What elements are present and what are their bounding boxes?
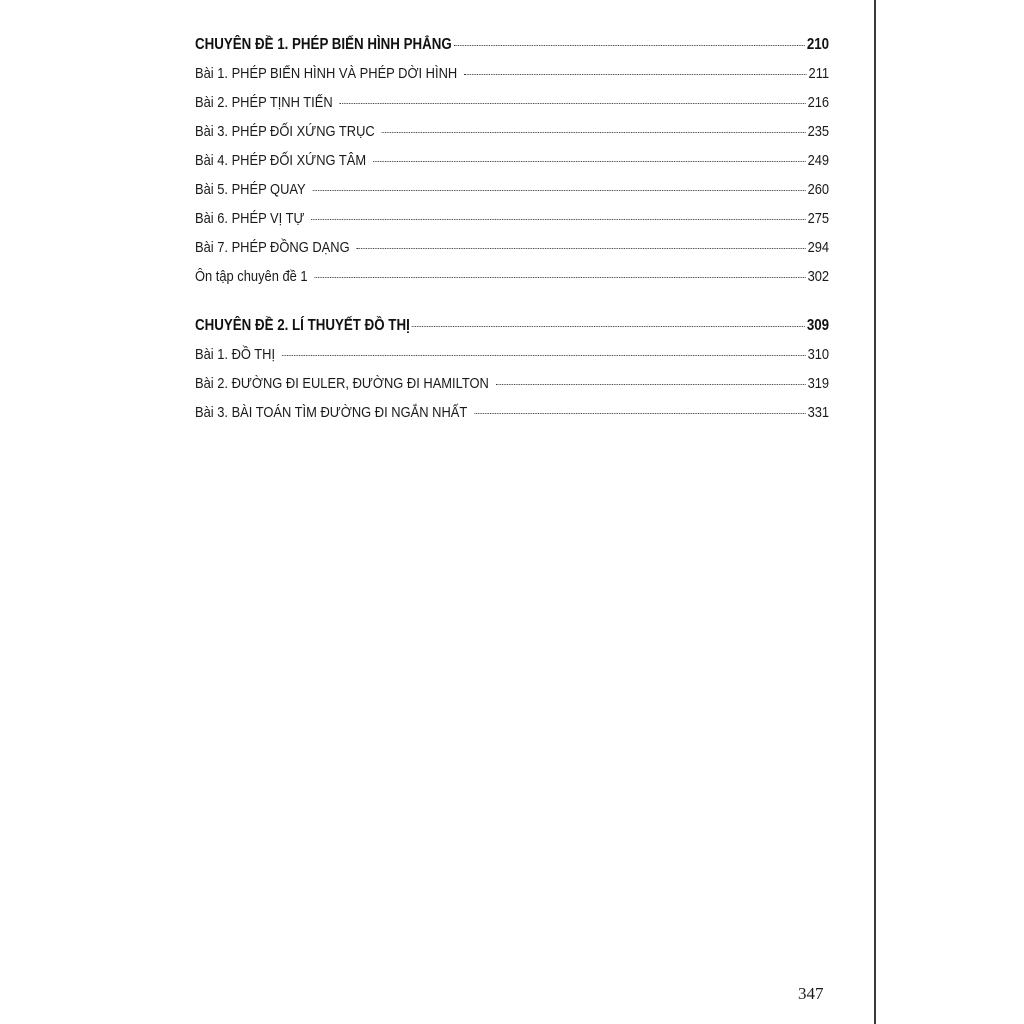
dot-leader <box>373 161 806 162</box>
dot-leader <box>453 45 805 46</box>
dot-leader <box>382 132 806 133</box>
toc-entry-page: 302 <box>807 268 830 285</box>
toc-entry-page: 235 <box>807 123 830 140</box>
dot-leader <box>356 248 805 249</box>
toc-heading-page: 210 <box>806 36 830 53</box>
toc-entry[interactable] <box>195 181 829 210</box>
toc-entry-page: 211 <box>808 65 830 82</box>
toc-entry[interactable] <box>195 210 829 239</box>
toc-entry-title: Bài 1. PHÉP BIẾN HÌNH VÀ PHÉP DỜI HÌNH <box>195 65 458 82</box>
dot-leader <box>464 74 807 75</box>
toc-entry[interactable] <box>195 123 829 152</box>
toc-entry-title: Bài 2. PHÉP TỊNH TIẾN <box>195 94 333 111</box>
toc-entry[interactable] <box>195 65 829 94</box>
toc-section-1 <box>195 36 829 297</box>
toc-entry-page: 319 <box>807 375 830 392</box>
dot-leader <box>311 219 805 220</box>
toc-entry[interactable] <box>195 375 829 404</box>
toc-entry-page: 216 <box>807 94 830 111</box>
toc-entry-page: 275 <box>807 210 830 227</box>
dot-leader <box>314 277 805 278</box>
toc-entry[interactable] <box>195 239 829 268</box>
toc-heading-title: CHUYÊN ĐỀ 2. LÍ THUYẾT ĐỒ THỊ <box>195 317 410 334</box>
toc-entry-page: 331 <box>807 404 830 421</box>
toc-entry-page: 260 <box>807 181 830 198</box>
page-edge-divider <box>874 0 876 1024</box>
toc-entry[interactable] <box>195 404 829 433</box>
toc-heading[interactable] <box>195 317 829 346</box>
toc-heading[interactable] <box>195 36 829 65</box>
toc-entry-title: Ôn tập chuyên đề 1 <box>195 268 308 285</box>
toc-entry-page: 310 <box>807 346 830 363</box>
toc-entry-page: 249 <box>807 152 830 169</box>
toc-entry-title: Bài 3. PHÉP ĐỐI XỨNG TRỤC <box>195 123 375 140</box>
dot-leader <box>340 103 806 104</box>
dot-leader <box>282 355 806 356</box>
toc-entry[interactable] <box>195 346 829 375</box>
toc-entry[interactable] <box>195 152 829 181</box>
toc-heading-title: CHUYÊN ĐỀ 1. PHÉP BIẾN HÌNH PHẲNG <box>195 36 452 53</box>
toc-entry-title: Bài 5. PHÉP QUAY <box>195 181 306 198</box>
toc-entry-title: Bài 7. PHÉP ĐỒNG DẠNG <box>195 239 350 256</box>
table-of-contents <box>195 36 829 453</box>
toc-entry-title: Bài 4. PHÉP ĐỐI XỨNG TÂM <box>195 152 367 169</box>
toc-entry-page: 294 <box>807 239 830 256</box>
toc-entry[interactable] <box>195 268 829 297</box>
toc-entry-title: Bài 3. BÀI TOÁN TÌM ĐƯỜNG ĐI NGẮN NHẤT <box>195 404 468 421</box>
dot-leader <box>496 384 806 385</box>
toc-heading-page: 309 <box>806 317 830 334</box>
toc-entry-title: Bài 2. ĐƯỜNG ĐI EULER, ĐƯỜNG ĐI HAMILTON <box>195 375 489 392</box>
page-number: 347 <box>798 984 824 1003</box>
toc-entry-title: Bài 1. ĐỒ THỊ <box>195 346 276 363</box>
dot-leader <box>313 190 806 191</box>
toc-section-2 <box>195 317 829 433</box>
toc-entry-title: Bài 6. PHÉP VỊ TỰ <box>195 210 305 227</box>
dot-leader <box>474 413 806 414</box>
dot-leader <box>412 326 806 327</box>
toc-entry[interactable] <box>195 94 829 123</box>
